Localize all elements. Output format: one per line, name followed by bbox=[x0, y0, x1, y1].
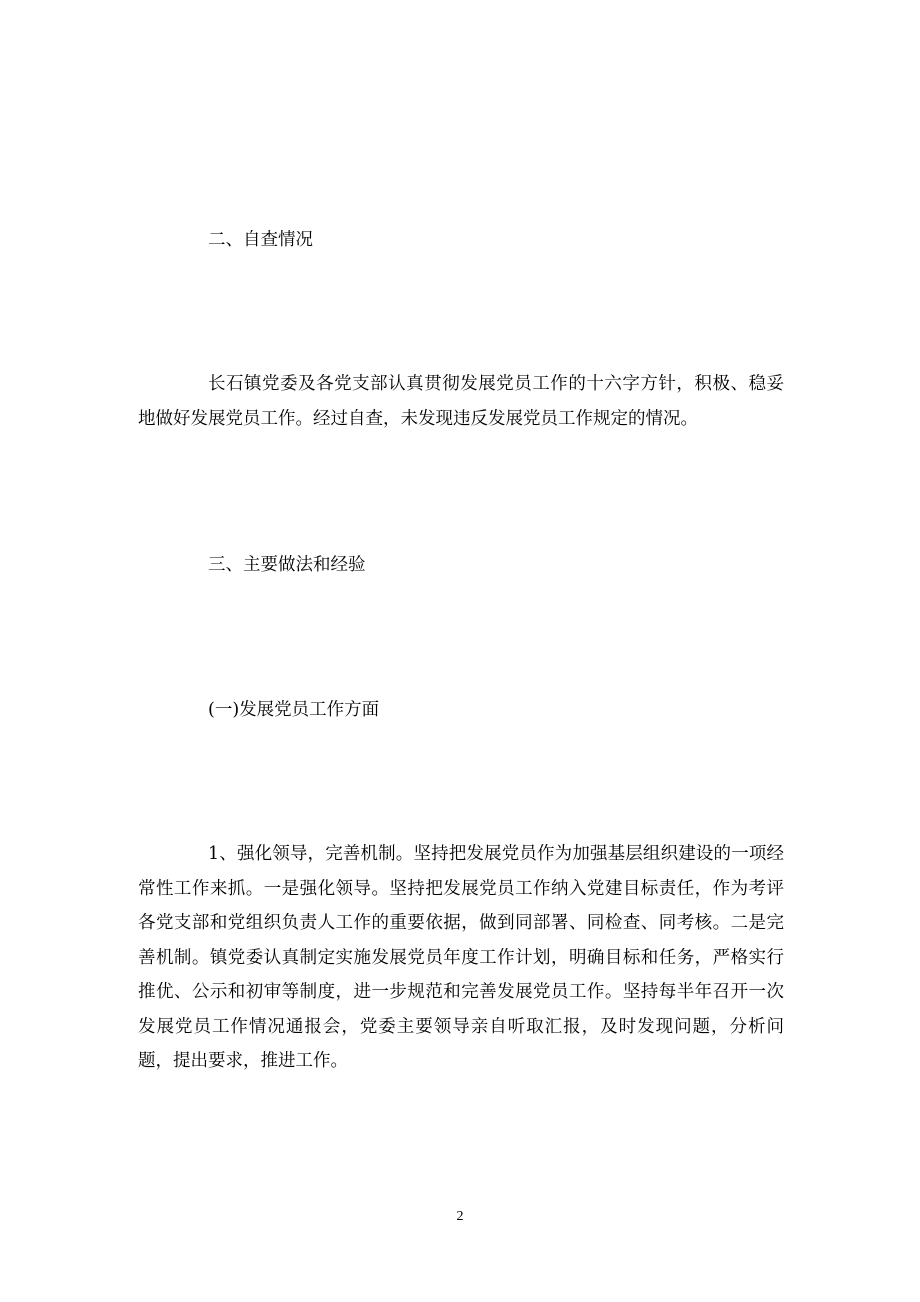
subsection-1-heading-block bbox=[138, 698, 784, 722]
section-heading: 二、自查情况 bbox=[208, 230, 313, 250]
page-number: 2 bbox=[456, 1209, 464, 1224]
section-heading: 三、主要做法和经验 bbox=[208, 555, 366, 575]
body-paragraph: 长石镇党委及各党支部认真贯彻发展党员工作的十六字方针，积极、稳妥地做好发展党员工作。经过自查，未发现违反发展党员工作规定的情况。 bbox=[138, 374, 784, 429]
item-1-paragraph-block bbox=[138, 837, 784, 1079]
section-3-heading-block bbox=[138, 553, 784, 577]
section-2-paragraph-block bbox=[138, 367, 784, 436]
section-2-heading-block bbox=[138, 228, 784, 252]
body-paragraph: 1、强化领导，完善机制。坚持把发展党员作为加强基层组织建设的一项经常性工作来抓。一是强化领导。坚持把发展党员工作纳入党建目标责任，作为考评各党支部和党组织负责人工作的重要依据，做到同部署、同检查、同考核。二是完善机制。镇党委认真制定实施发展党员年度工作计划，明确目标和任务，严格实行推优、公示和初审等制度，进一步规范和完善发展党员工作。坚持每半年召开一次发展党员工作情况通报会，党委主要领导亲自听取汇报，及时发现问题，分析问题，提出要求，推进工作。 bbox=[138, 844, 784, 1071]
subsection-heading: (一)发展党员工作方面 bbox=[208, 700, 380, 720]
